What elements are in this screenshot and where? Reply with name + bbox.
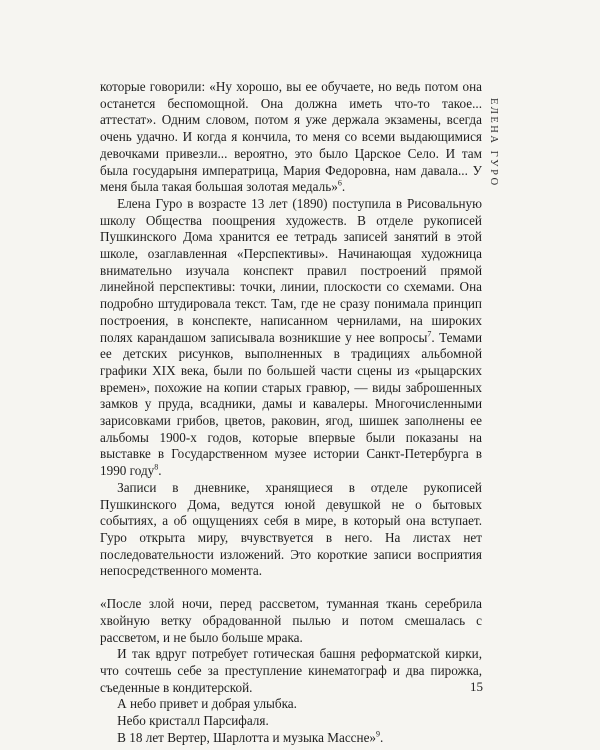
poem-line: Небо кристалл Парсифаля. (117, 713, 269, 729)
quote-paragraph-1: «После злой ночи, перед рассветом, туманная ткань серебрила хвойную ветку обрадованной пылью и потом смешалась с рассветом, и не было больше мрака. (100, 596, 482, 645)
footnote-ref[interactable]: 9 (376, 729, 381, 739)
paragraph-3: Записи в дневнике, хранящиеся в отделе рукописей Пушкинского Дома, ведутся юной девушкой не о бытовых событиях, а об ощущениях себя в мире, в который она вступает. Гуро открыта миру, вчувствуется в него. На листах нет последовательности изложений. Это короткие записи восприятия непосредственного момента. (100, 479, 482, 579)
quote-poem (100, 696, 482, 746)
diary-quote (100, 596, 482, 746)
footnote-ref[interactable]: 6 (337, 178, 342, 188)
running-head: ЕЛЕНА ГУРО (488, 98, 499, 188)
footnote-ref[interactable]: 8 (154, 462, 159, 472)
footnote-ref[interactable]: 7 (427, 329, 432, 339)
paragraph-1: которые говорили: «Ну хорошо, вы ее обучаете, но ведь потом она останется беспомощной. Она должна иметь что-то такое... аттестат». Одним словом, потом я уже держала экзамены, всегда очень удачно. И когда я кончила, то меня со всеми выдающимися девочками привезли... вероятно, это было Царское Село. И там была государыня императрица, Мария Федоровна, нам давала... У меня была такая большая золотая медаль»$^6$. (100, 79, 482, 195)
poem-line: А небо привет и добрая улыбка. (117, 696, 297, 712)
poem-line-last: В 18 лет Вертер, Шарлотта и музыка Массне»$^9$. (117, 729, 384, 745)
paragraph-2: Елена Гуро в возрасте 13 лет (1890) поступила в Рисовальную школу Общества поощрения художеств. В отделе рукописей Пушкинского Дома хранится ее тетрадь записей занятий в этой школе, озаглавленная «Перспективы». Начинающая художница внимательно изучала конспект правил построений прямой линейной перспективы: точки, линии, плоскости со схемами. Она подробно штудировала текст. Там, где не сразу понимала принцип построения, в конспекте, написанном чернилами, на широких полях карандашом записывала возникшие у нее вопросы$^7$. Темами ее детских рисунков, выполненных в традициях альбомной графики XIX века, были по большей части сцены из «рыцарских времен», похожие на копии старых гравюр, — виды заброшенных замков у пруда, всадники, дамы и кавалеры. Многочисленными зарисовками грибов, цветов, раковин, ягод, шишек заполнены ее альбомы 1900-х годов, которые впервые были показаны на выставке в Государственном музее истории Санкт-Петербурга в 1990 году$^8$. (100, 195, 483, 479)
body-text (100, 79, 482, 746)
page-number: 15 (470, 679, 483, 694)
quote-paragraph-2: И так вдруг потребует готическая башня реформатской кирки, что сочтешь себе за преступление кинематограф и два пирожка, съеденные в кондитерской. (100, 646, 482, 695)
